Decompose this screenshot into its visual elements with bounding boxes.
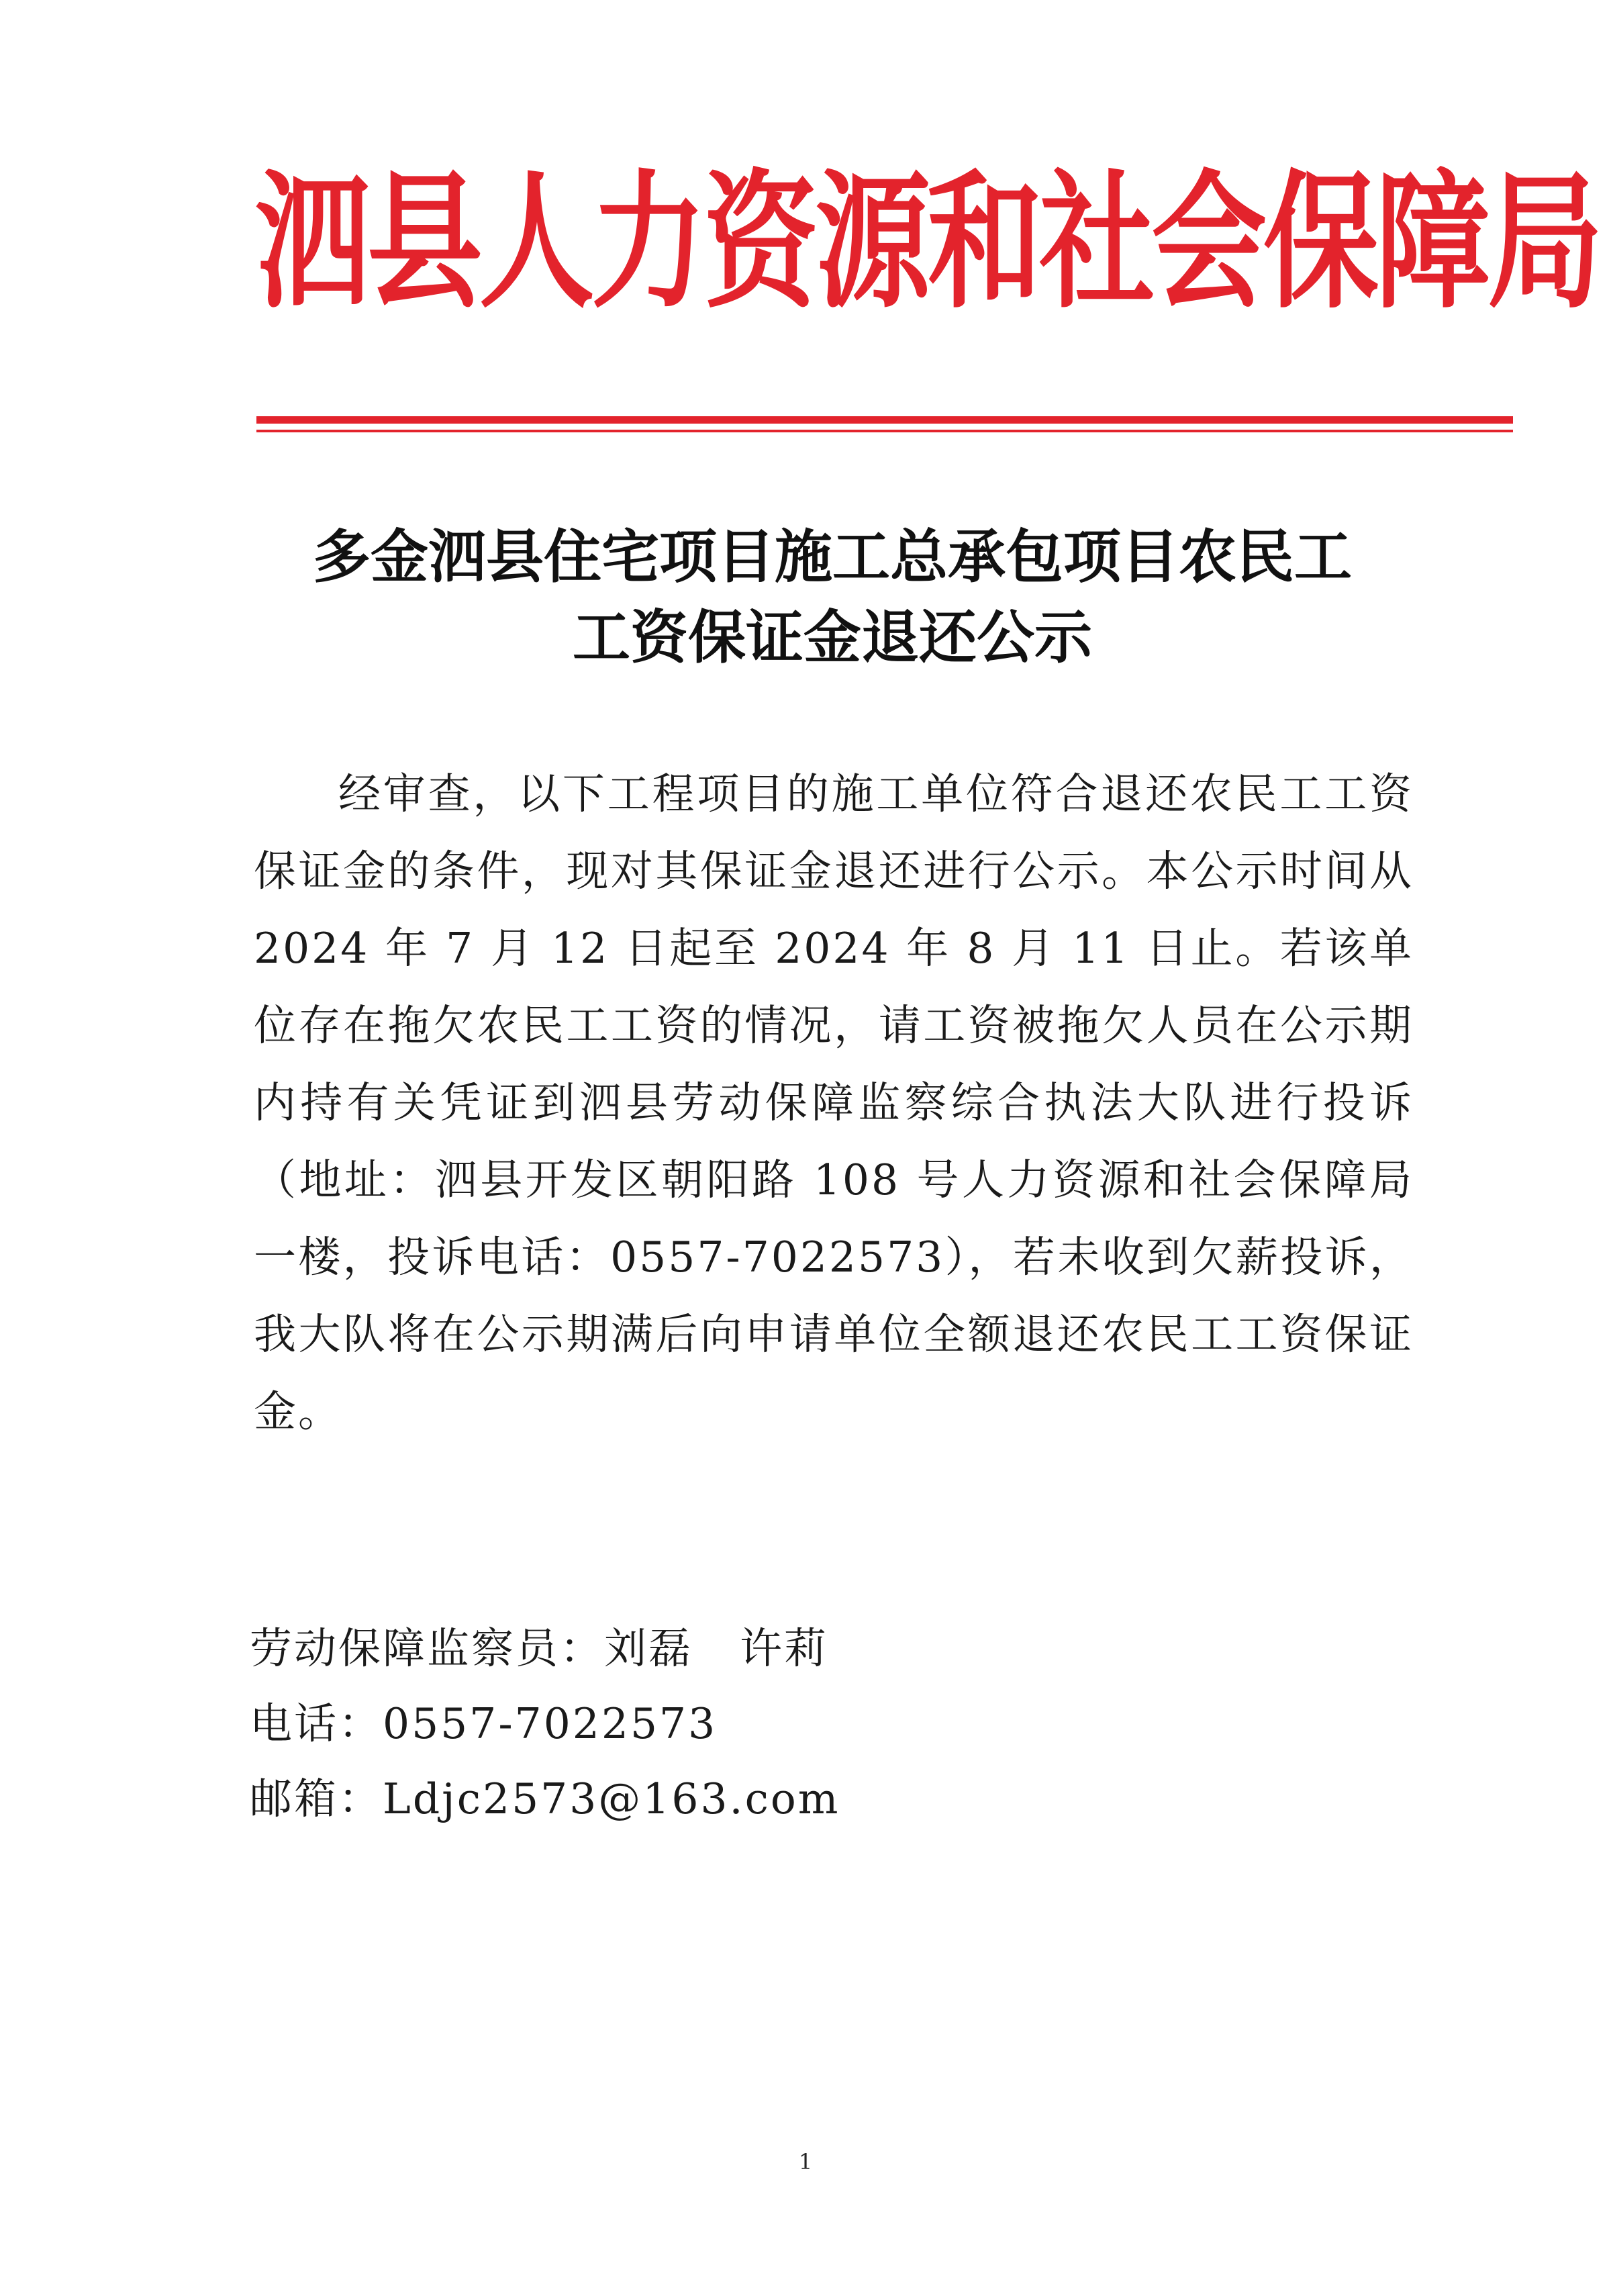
email-line bbox=[250, 1762, 1189, 1837]
email-address: Ldjc2573@163.com bbox=[383, 1774, 840, 1823]
email-label: 邮箱： bbox=[250, 1774, 383, 1823]
notice-title-line-2: 工资保证金退还公示 bbox=[573, 604, 1092, 671]
phone-line bbox=[250, 1686, 1189, 1762]
phone-number: 0557-7022573 bbox=[383, 1699, 718, 1748]
inspectors-label: 劳动保障监察员： bbox=[250, 1624, 604, 1673]
notice-title bbox=[242, 517, 1423, 678]
letterhead-issuer: 泗县人力资源和社会保障局 bbox=[255, 154, 1600, 328]
notice-title-line-1: 多金泗县住宅项目施工总承包项目农民工 bbox=[313, 523, 1352, 591]
inspector-name-2: 许莉 bbox=[740, 1624, 828, 1673]
page-number: 1 bbox=[798, 2149, 813, 2174]
inspector-name-1: 刘磊 bbox=[604, 1624, 693, 1673]
letterhead-rule-thin bbox=[256, 430, 1513, 432]
inspectors-line bbox=[250, 1611, 1189, 1686]
phone-label: 电话： bbox=[250, 1699, 383, 1748]
contact-block bbox=[250, 1611, 1189, 1837]
notice-body: 经审查，以下工程项目的施工单位符合退还农民工工资保证金的条件，现对其保证金退还进行公示。本公示时间从 2024 年 7 月 12 日起至 2024 年 8 月 11 日止。若该单位存在拖欠农民工工资的情况，请工资被拖欠人员在公示期内持有关凭证到泗县劳动保障监察综合执法大队进行投诉（地址：泗县开发区朝阳路 108 号人力资源和社会保障局一楼，投诉电话：0557-7022573），若未收到欠薪投诉，我大队将在公示期满后向申请单位全额退还农民工工资保证金。 bbox=[254, 769, 1414, 1436]
letterhead-rule-thick bbox=[256, 416, 1513, 424]
